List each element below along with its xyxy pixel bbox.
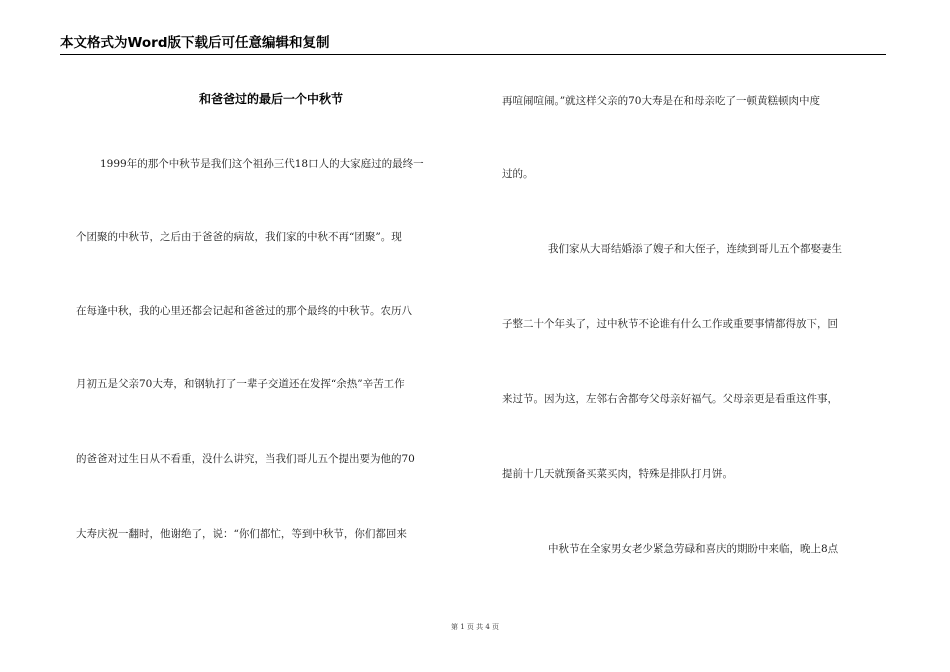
text-line: 提前十几天就预备买菜买肉，特殊是排队打月饼。 — [502, 468, 733, 480]
header-text: 本文格式为Word版下载后可任意编辑和复制 — [60, 35, 330, 51]
text-line: 子整二十个年头了，过中秋节不论谁有什么工作或重要事情都得放下，回 — [502, 318, 838, 330]
text-line: 在每逢中秋，我的心里还都会记起和爸爸过的那个最终的中秋节。农历八 — [76, 305, 412, 317]
page-indicator: 第 1 页 共 4 页 — [450, 623, 500, 631]
text-line: 个团聚的中秋节，之后由于爸爸的病故，我们家的中秋不再“团聚”。现 — [76, 231, 402, 243]
text-line: 过的。 — [502, 168, 534, 180]
text-line: 再喧闹喧闹。”就这样父亲的70大寿是在和母亲吃了一顿黄糕顿肉中度 — [502, 95, 820, 107]
text-line: 月初五是父亲70大寿，和钢轨打了一辈子交道还在发挥“余热”辛苦工作 — [76, 378, 405, 390]
left-column — [76, 0, 466, 672]
text-line: 1999年的那个中秋节是我们这个祖孙三代18口人的大家庭过的最终一 — [100, 158, 424, 170]
article-title: 和爸爸过的最后一个中秋节 — [198, 92, 343, 106]
text-line: 的爸爸对过生日从不看重，没什么讲究，当我们哥儿五个提出要为他的70 — [76, 453, 415, 465]
text-line: 中秋节在全家男女老少紧急劳碌和喜庆的期盼中来临，晚上8点 — [548, 543, 839, 555]
right-column — [502, 0, 886, 672]
text-line: 大寿庆祝一翻时，他谢绝了，说：“你们都忙，等到中秋节，你们都回来 — [76, 528, 407, 540]
text-line: 我们家从大哥结婚添了嫂子和大侄子，连续到哥儿五个都娶妻生 — [548, 243, 842, 255]
text-line: 来过节。因为这，左邻右舍都夸父母亲好福气。父母亲更是看重这件事， — [502, 393, 838, 405]
